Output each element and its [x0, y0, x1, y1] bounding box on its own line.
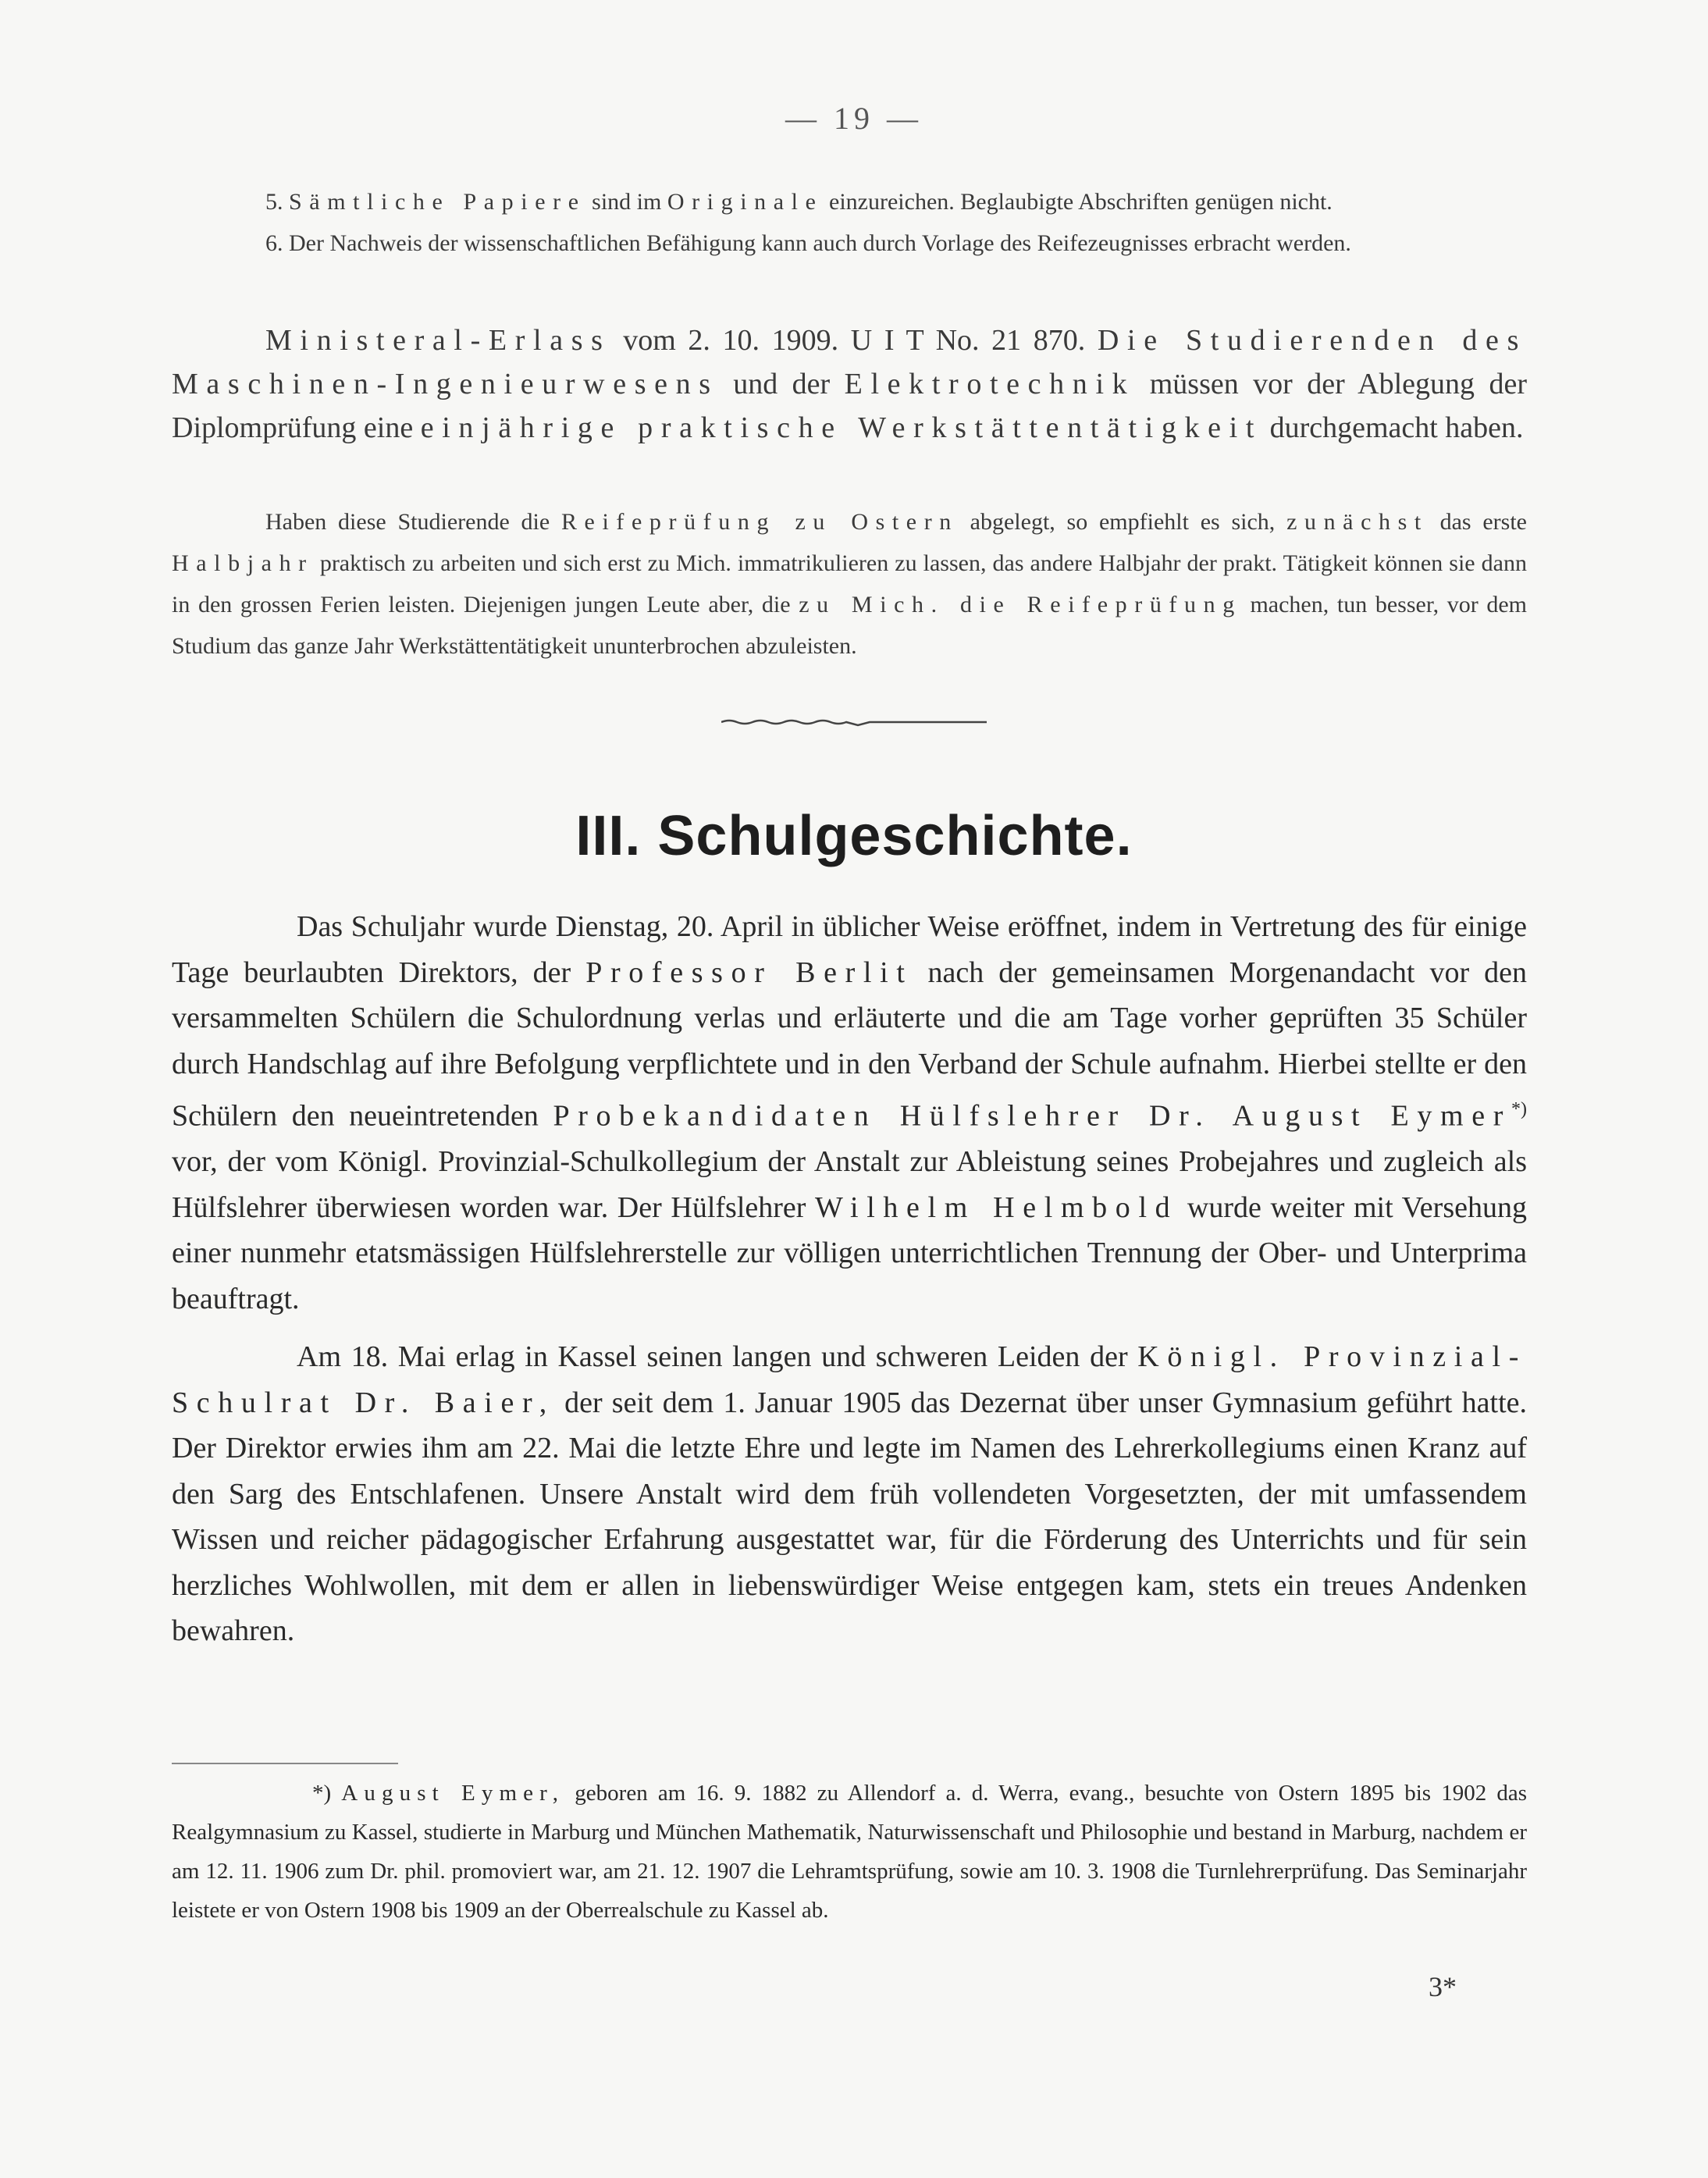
erlass-paragraph — [172, 319, 1527, 450]
erlass-text-4: durchgemacht haben. — [1262, 411, 1524, 444]
para2-text-1: Am 18. Mai erlag in Kassel seinen langen und schweren Leiden der — [297, 1340, 1138, 1374]
para1-text-1: Das Schuljahr wurde Dienstag, 20. April in üblicher Weise eröffnet, indem in Vertretung des für einige Tage beurlaubten Direktors, der — [172, 910, 1527, 989]
item-5 — [172, 181, 1527, 222]
haben-text-3: das erste — [1428, 509, 1527, 535]
footnote-mark: *) — [312, 1781, 332, 1806]
erlass-spaced-3: einjährige praktische Werkstättentätigkeit — [420, 411, 1263, 444]
signature-mark: 3* — [1429, 1971, 1457, 2002]
footnote-rule — [172, 1763, 398, 1764]
haben-spaced-1: Reifeprüfung zu Ostern — [560, 509, 959, 535]
haben-text-5: machen, tun besser, vor dem Studium das ganze Jahr Werkstättentätigkeit ununterbrochen abzuleisten. — [172, 592, 1528, 659]
erlass-text-3: müssen vor der Ablegung der Diplomprüfung eine — [172, 368, 1527, 444]
para2-spaced-1: Königl. Provinzial-Schulrat Dr. Baier, — [172, 1340, 1527, 1419]
para1-text-4: wurde weiter mit Versehung einer nunmehr etatsmässigen Hülfslehrerstelle zur völligen unterrichtlichen Trennung der Ober- und Unterprima beauftragt. — [172, 1190, 1527, 1315]
footnote — [172, 1774, 1527, 1930]
para1-text-3: vor, der vom Königl. Provinzial-Schulkollegium der Anstalt zur Ableistung seines Probejahres und zugleich als Hülfslehrer überwiesen worden war. Der Hülfslehrer — [172, 1145, 1527, 1224]
section-title: III. Schulgeschichte. — [575, 805, 1133, 867]
para1-spaced-2: Probekandidaten Hülfslehrer Dr. August Eymer — [553, 1099, 1511, 1133]
haben-spaced-4: zu Mich. die Reifeprüfung — [799, 592, 1242, 617]
page-number: — 19 — — [785, 101, 923, 136]
erlass-spaced-2: Elektrotechnik — [844, 368, 1136, 400]
footnote-text-1: geboren am 16. 9. 1882 zu Allendorf a. d. Werra, evang., besuchte von Ostern 1895 bis 1902 das Realgymnasium zu Kassel, studierte in Marburg und München Mathematik, Naturwissenschaft und Philosophie und bestand in Marburg, nachdem er am 12. 11. 1906 zum Dr. phil. promoviert war, am 21. 12. 1907 die Lehramtsprüfung, sowie am 10. 3. 1908 die Turnlehrerprüfung. Das Seminarjahr leistete er von Ostern 1908 bis 1909 an der Oberrealschule zu Kassel ab. — [172, 1781, 1527, 1923]
item-6: 6. Der Nachweis der wissenschaftlichen Befähigung kann auch durch Vorlage des Reifezeugnisses erbracht werden. — [265, 230, 1351, 256]
item-5-text-2: einzureichen. Beglaubigte Abschriften genügen nicht. — [823, 189, 1333, 215]
paragraph-obituary — [172, 1334, 1527, 1654]
footnote-reference: *) — [1511, 1099, 1527, 1119]
haben-spaced-3: Halbjahr — [172, 550, 314, 576]
paragraph-school-year — [172, 904, 1527, 1322]
item-5-spaced-1: Sämtliche Papiere — [289, 189, 586, 215]
haben-text-2: abgelegt, so empfiehlt es sich, — [958, 509, 1287, 535]
item-5-text-1: sind im — [585, 189, 667, 215]
haben-spaced-2: zunächst — [1286, 509, 1429, 535]
erlass-text-1: vom 2. 10. 1909. U I T No. 21 870. — [610, 324, 1098, 357]
item-5-number: 5. — [265, 189, 283, 215]
school-history-body — [172, 904, 1527, 1654]
erlass-spaced-1: Die Studierenden des Maschinen-Ingenieurwesens — [172, 324, 1527, 400]
para1-spaced-3: Wilhelm Helmbold — [815, 1190, 1179, 1224]
footnote-spaced-1: August Eymer, — [341, 1781, 565, 1806]
erlass-text-2: und der — [718, 368, 845, 400]
haben-paragraph — [172, 501, 1527, 667]
decorative-divider — [721, 717, 987, 728]
para1-text-2: nach der gemeinsamen Morgenandacht vor den versammelten Schülern die Schulordnung verlas und erläuterte und die am Tage vorher geprüften 35 Schüler durch Handschlag auf ihre Befolgung verpflichtete und in den Verband der Schule aufnahm. Hierbei stellte er den Schülern den neueintretenden — [172, 956, 1528, 1133]
para1-spaced-1: Professor Berlit — [585, 956, 913, 989]
haben-text-1: Haben diese Studierende die — [265, 509, 561, 535]
haben-text-4: praktisch zu arbeiten und sich erst zu Mich. immatrikulieren zu lassen, das andere Halbjahr der prakt. Tätigkeit können sie dann in den grossen Ferien leisten. Diejenigen jungen Leute aber, die — [172, 550, 1527, 617]
para2-text-2: der seit dem 1. Januar 1905 das Dezernat über unser Gymnasium geführt hatte. Der Direktor erwies ihm am 22. Mai die letzte Ehre und legte im Namen des Lehrerkollegiums einen Kranz auf den Sarg des Entschlafenen. Unsere Anstalt wird dem früh vollendeten Vorgesetzten, der mit umfassendem Wissen und reicher pädagogischer Erfahrung ausgestattet war, für die Förderung des Unterrichts und für sein herzliches Wohlwollen, mit dem er allen in liebenswürdiger Weise entgegen kam, stets ein treues Andenken bewahren. — [172, 1386, 1527, 1648]
erlass-heading: Ministeral-Erlass — [265, 324, 611, 357]
item-5-spaced-2: Originale — [667, 189, 824, 215]
requirements-list — [172, 181, 1527, 264]
